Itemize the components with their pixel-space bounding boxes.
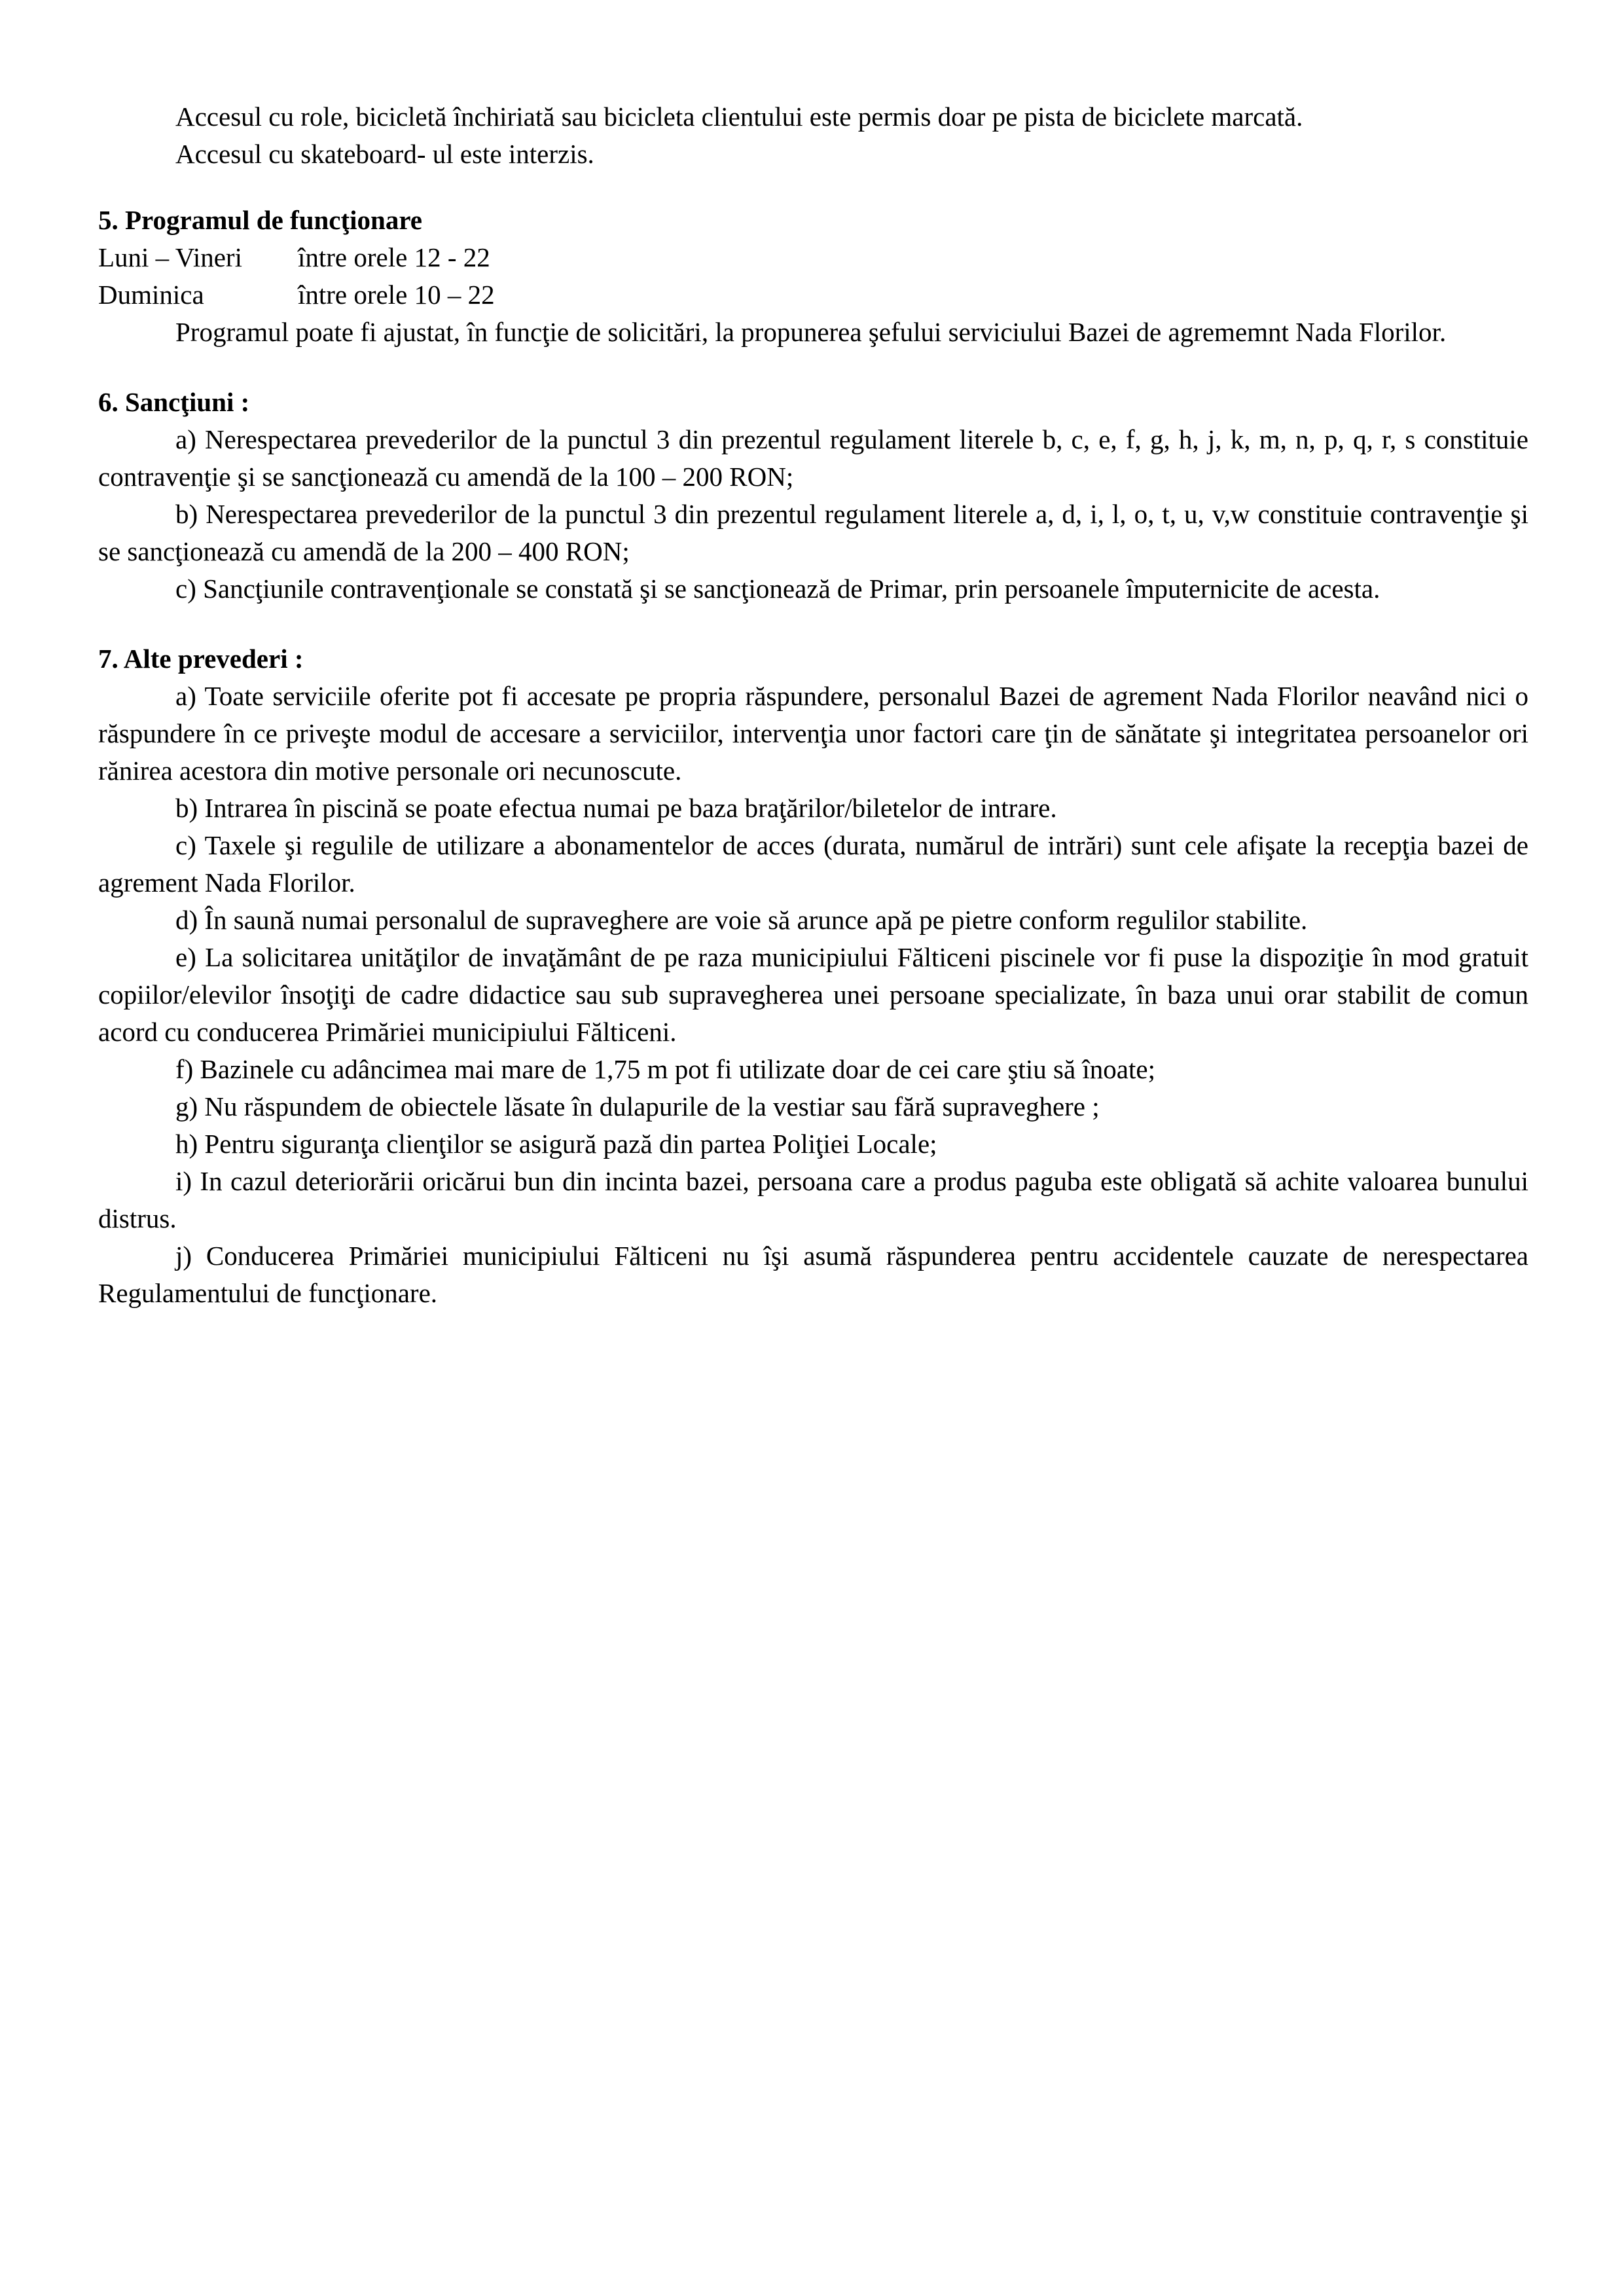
schedule-day-label: Duminica (98, 279, 204, 310)
paragraph-access-skateboard: Accesul cu skateboard- ul este interzis. (175, 138, 594, 169)
section-7-heading: 7. Alte prevederi : (98, 643, 304, 674)
section-7-item-c: c) Taxele şi regulile de utilizare a abonamentelor de acces (durata, numărul de intrări) sunt cele afişate la recepţia bazei de agrement Nada Florilor. (98, 829, 1528, 898)
section-5-heading: 5. Programul de funcţionare (98, 204, 423, 235)
section-7-item-i: i) In cazul deteriorării oricărui bun din incinta bazei, persoana care a produs paguba este obligată să achite valoarea bunului distrus. (98, 1165, 1528, 1233)
section-7-item-b: b) Intrarea în piscină se poate efectua numai pe baza braţărilor/biletelor de intrare. (175, 792, 1057, 823)
section-6-item-c: c) Sancţiunile contravenţionale se constată şi se sancţionează de Primar, prin persoanele împuternicite de acesta. (175, 573, 1380, 604)
spacer (98, 351, 1528, 384)
section-6-item-b: b) Nerespectarea prevederilor de la punctul 3 din prezentul regulament literele a, d, i, l, o, t, u, v,w constituie contravenţie şi se sancţionează cu amendă de la 200 – 400 RON; (98, 498, 1528, 566)
schedule-hours-value: între orele 10 – 22 (298, 279, 495, 310)
section-7-item-f: f) Bazinele cu adâncimea mai mare de 1,75 m pot fi utilizate doar de cei care ştiu să înoate; (175, 1053, 1155, 1084)
section-7-item-g: g) Nu răspundem de obiectele lăsate în dulapurile de la vestiar sau fără supraveghere ; (175, 1091, 1100, 1121)
section-7-item-d: d) În saună numai personalul de supraveghere are voie să arunce apă pe pietre conform regulilor stabilite. (175, 904, 1308, 935)
schedule-hours-value: între orele 12 - 22 (298, 242, 490, 272)
spacer (98, 608, 1528, 640)
schedule-row (98, 276, 1528, 314)
schedule-day-label: Luni – Vineri (98, 242, 242, 272)
section-7-item-h: h) Pentru siguranţa clienţilor se asigură pază din partea Poliţiei Locale; (175, 1128, 937, 1159)
section-7-item-e: e) La solicitarea unităţilor de invaţământ de pe raza municipiului Fălticeni piscinele vor fi puse la dispoziţie în mod gratuit copiilor/elevilor însoţiţi de cadre didactice sau sub supravegherea unei persoane specializate, în baza unui orar stabilit de comun acord cu conducerea Primăriei municipiului Fălticeni. (98, 941, 1528, 1047)
section-6-item-a: a) Nerespectarea prevederilor de la punctul 3 din prezentul regulament literele b, c, e, f, g, h, j, k, m, n, p, q, r, s constituie contravenţie şi se sancţionează cu amendă de la 100 – 200 RON; (98, 424, 1528, 492)
section-7-item-j: j) Conducerea Primăriei municipiului Fălticeni nu îşi asumă răspunderea pentru accidentele cauzate de nerespectarea Regulamentului de funcţionare. (98, 1240, 1528, 1308)
section-6-heading: 6. Sancţiuni : (98, 386, 250, 417)
document-body (98, 98, 1528, 1312)
paragraph-access-bike: Accesul cu role, bicicletă închiriată sau bicicleta clientului este permis doar pe pista de biciclete marcată. (175, 101, 1303, 132)
schedule-row (98, 239, 1528, 276)
section-7-item-a: a) Toate serviciile oferite pot fi accesate pe propria răspundere, personalul Bazei de agrement Nada Florilor neavând nici o răspundere în ce priveşte modul de accesare a serviciilor, intervenţia unor factori care ţin de sănătate şi integritatea persoanelor ori rănirea acestora din motive personale ori necunoscute. (98, 680, 1528, 786)
spacer (98, 173, 1528, 202)
section-5-note: Programul poate fi ajustat, în funcţie de solicitări, la propunerea şefului serviciului Bazei de agrememnt Nada Florilor. (175, 316, 1447, 347)
